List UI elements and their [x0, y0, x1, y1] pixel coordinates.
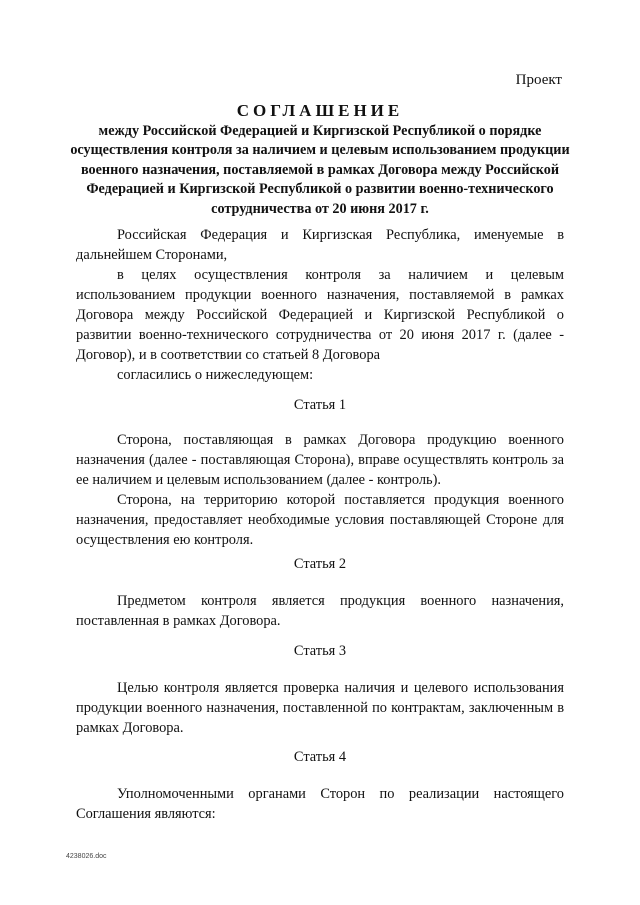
article-paragraph: Сторона, на территорию которой поставляется продукция военного назначения, предоставляет необходимые условия поставляющей Стороне для осуществления ею контроля. — [76, 492, 564, 548]
article-paragraph: Целью контроля является проверка наличия и целевого использования продукции военного назначения, поставленной по контрактам, заключенным в рамках Договора. — [76, 680, 564, 736]
article-body — [76, 678, 564, 738]
preamble-paragraph: Российская Федерация и Киргизская Республика, именуемые в дальнейшем Сторонами, — [76, 227, 564, 263]
article-heading: Статья 4 — [293, 749, 347, 765]
draft-label: Проект — [515, 72, 562, 88]
article-paragraph: Сторона, поставляющая в рамках Договора продукцию военного назначения (далее - поставляющая Сторона), вправе осуществлять контроль за ее наличием и целевым использованием (далее - контроль). — [76, 432, 564, 488]
document-subtitle: между Российской Федерацией и Киргизской Республикой о порядке осуществления контроля за наличием и целевым использованием продукции военного назначения, поставляемой в рамках Договора между Российской Федерацией и Киргизской Республикой о развитии военно-технического сотрудничества от 20 июня 2017 г. — [70, 123, 570, 217]
article-heading: Статья 3 — [293, 643, 347, 659]
footer-file-code: 4238026.doc — [66, 853, 107, 860]
article-body — [76, 784, 564, 824]
document-title: СОГЛАШЕНИЕ — [236, 101, 404, 120]
preamble-paragraph: согласились о нижеследующем: — [117, 367, 314, 383]
article-paragraph: Предметом контроля является продукция военного назначения, поставленная в рамках Договора. — [76, 593, 564, 629]
article-heading: Статья 2 — [293, 556, 347, 572]
article-body — [76, 430, 564, 550]
article-heading: Статья 1 — [293, 397, 347, 413]
preamble-paragraph: в целях осуществления контроля за наличием и целевым использованием продукции военного назначения, поставляемой в рамках Договора между Российской Федерацией и Киргизской Республикой о развитии военно-технического сотрудничества от 20 июня 2017 г. (далее - Договор), и в соответствии со статьей 8 Договора — [76, 267, 564, 363]
article-body — [76, 591, 564, 631]
preamble — [76, 225, 564, 385]
article-paragraph: Уполномоченными органами Сторон по реализации настоящего Соглашения являются: — [76, 786, 564, 822]
